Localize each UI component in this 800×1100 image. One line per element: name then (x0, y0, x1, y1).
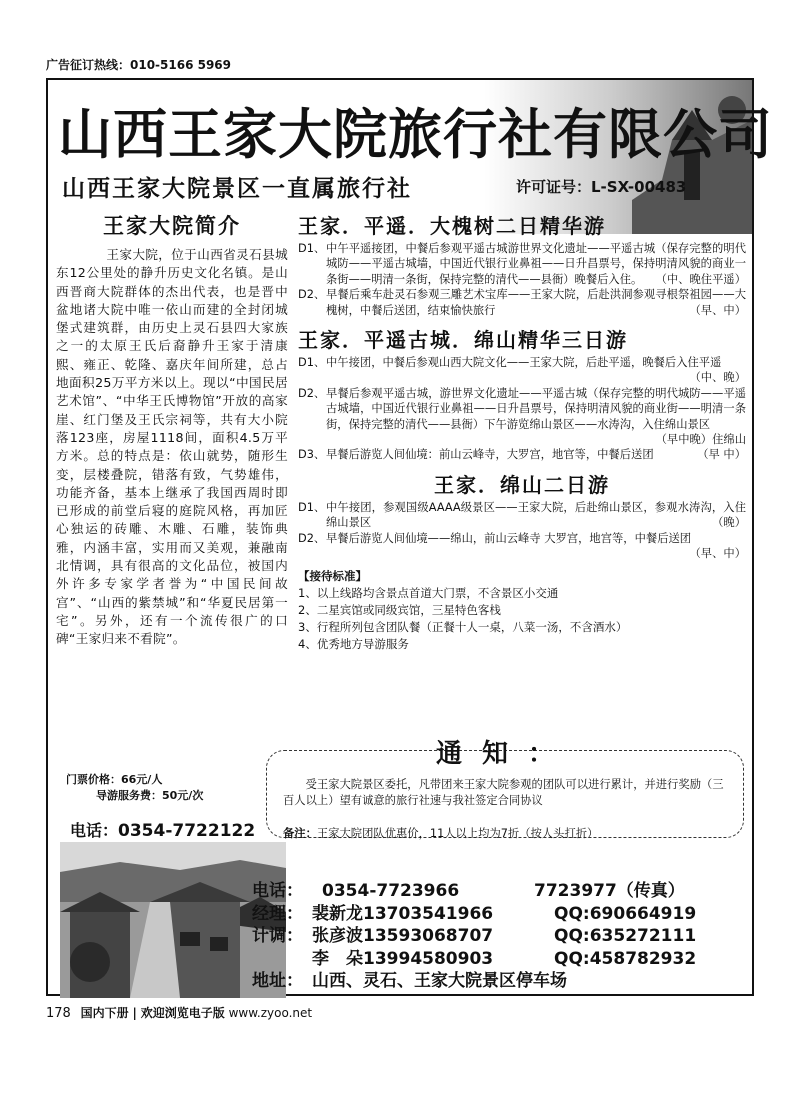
day-meals: （中、晚住平遥） (655, 272, 746, 286)
day-text: 早餐后参观平遥古城，游世界文化遗址——平遥古城（保存完整的明代城防——平遥古城墙，中国近代银行业鼻祖——日升昌票号，保持明清风貌的商业街——明清一条街，保持完整的清代——县衙）下午游览绵山景区——水涛沟，入住绵山景区 (326, 386, 746, 431)
tour-title: 王家．绵山二日游 (434, 472, 610, 497)
day-label: D2、 (298, 531, 326, 545)
day-text: 早餐后游览人间仙境：前山云峰寺，大罗宫，地官等，中餐后送团 (326, 448, 654, 462)
contact-row-manager (252, 903, 702, 926)
tour-title: 王家．平遥古城．绵山精华三日游 (298, 328, 628, 353)
tour-2 (298, 324, 746, 463)
footer-url[interactable]: www.zyoo.net (228, 1006, 313, 1020)
tour-day (298, 355, 746, 386)
page-number: 178 (46, 1006, 71, 1021)
standard-item: 2、二星宾馆或同级宾馆，三星特色客栈 (298, 602, 501, 617)
dispatch-label: 计调： (252, 926, 303, 946)
contact-row-phone (252, 880, 702, 903)
tour-3 (298, 469, 746, 562)
day-label: D2、 (298, 386, 326, 400)
guide-fee: 导游服务费：50元/次 (96, 789, 204, 802)
day-text: 早餐后游览人间仙境——绵山，前山云峰寺 大罗宫，地宫等，中餐后送团 (326, 531, 692, 545)
intro-phone (70, 818, 255, 841)
address-label: 地址： (252, 971, 303, 991)
day-meals: （中、晚） (689, 371, 746, 385)
footer-section: 国内下册 (80, 1006, 129, 1020)
tour-day (298, 500, 746, 531)
standard-item: 3、行程所列包含团队餐（正餐十人一桌，八菜一汤，不含酒水） (298, 619, 628, 634)
notice-note (283, 825, 598, 841)
phone-number: 0354-7723966 (322, 881, 460, 901)
tour-day (298, 386, 746, 448)
dispatch1-contact: 张彦波13593068707 (312, 926, 494, 946)
manager-contact: 裴新龙13703541966 (312, 903, 494, 924)
day-label: D1、 (298, 500, 326, 514)
phone-label: 电话： (252, 881, 303, 901)
tour-day (298, 531, 746, 562)
note-text: 王家大院团队优惠价，11人以上均为7折（按人头打折） (316, 827, 599, 840)
day-label: D1、 (298, 356, 326, 370)
dispatch2-contact: 李 朵13994580903 (312, 948, 494, 969)
footer-separator: | (132, 1006, 137, 1020)
page-footer (46, 1004, 312, 1021)
contacts-block (252, 880, 702, 993)
intro-heading: 王家大院简介 (103, 214, 241, 238)
intro-column (56, 210, 288, 649)
contact-row-address (252, 970, 702, 993)
day-meals: （早、中） (689, 547, 746, 561)
notice-title: 通知： (435, 739, 574, 769)
day-text: 中午接团，参观国级AAAA级景区——王家大院，后赴绵山景区，参观水涛沟，入住绵山景区 (326, 500, 746, 530)
ad-hotline: 广告征订热线：010-5166 5969 (46, 58, 232, 72)
footer-promo: 欢迎浏览电子版 (140, 1006, 225, 1020)
tour-1 (298, 210, 746, 318)
tour-day (298, 241, 746, 287)
manager-qq: QQ:690664919 (554, 903, 697, 924)
notice-body: 受王家大院景区委托，凡带团来王家大院参观的团队可以进行累计，并进行奖励（三百人以上）望有诚意的旅行社速与我社签定合同协议 (283, 778, 724, 807)
day-meals: （晚） (712, 516, 746, 530)
day-meals: （早、中） (689, 303, 746, 317)
day-meals: （早 中） (697, 448, 746, 462)
dispatch1-qq: QQ:635272111 (554, 926, 697, 946)
day-meals: （早中晚）住绵山 (655, 433, 746, 447)
contact-row-dispatch2 (252, 948, 702, 971)
standard-item: 4、优秀地方导游服务 (298, 636, 409, 651)
dispatch2-qq: QQ:458782932 (554, 948, 697, 969)
tour-day (298, 287, 746, 318)
price-box (66, 772, 203, 804)
company-title: 山西王家大院旅行社有限公司 (58, 103, 773, 166)
day-text: 早餐后乘车赴灵石参观三雕艺术宝库——王家大院，后赴洪洞参观寻根祭祖园——大槐树，中餐后送团，结束愉快旅行 (326, 288, 746, 317)
notice-box (266, 739, 744, 840)
tours-column (298, 210, 746, 653)
standards-heading: 【接待标准】 (298, 568, 367, 583)
manager-label: 经理： (252, 903, 303, 924)
ad-frame (46, 78, 773, 996)
day-label: D1、 (298, 242, 326, 255)
ticket-price: 门票价格：66元/人 (66, 773, 163, 786)
tour-day (298, 447, 746, 462)
tour-title: 王家．平遥．大槐树二日精华游 (298, 214, 606, 238)
license-number: 许可证号：L-SX-00483 (516, 178, 687, 196)
standard-item: 1、以上线路均含景点首道大门票，不含景区小交通 (298, 585, 559, 600)
note-label: 备注： (283, 827, 317, 840)
fax-number: 7723977（传真） (534, 881, 685, 901)
intro-phone-number: 0354-7722122 (118, 821, 256, 841)
company-subtitle: 山西王家大院景区一直属旅行社 (62, 176, 412, 202)
day-label: D3、 (298, 448, 326, 462)
day-label: D2、 (298, 288, 326, 302)
contact-row-dispatch1 (252, 925, 702, 948)
intro-phone-label: 电话： (70, 821, 119, 840)
day-text: 中午接团，中餐后参观山西大院文化——王家大院，后赴平遥，晚餐后入住平遥 (326, 356, 722, 370)
day-text: 中午平遥接团，中餐后参观平遥古城游世界文化遗址——平遥古城（保存完整的明代城防——平遥古城墙，中国近代银行业鼻祖——日升昌票号，保持明清风貌的商业一条街——明清一条街，保持完整的清代——县衙）晚餐后入住。 (326, 242, 746, 286)
reception-standards (298, 568, 746, 653)
intro-text: 王家大院，位于山西省灵石县城东12公里处的静升历史文化名镇。是山西晋商大院群体的杰出代表，也是晋中盆地诸大院中唯一依山而建的全封闭城堡式建筑群，由历史上灵石县四大家族之一的太原王氏后裔静升王家于清康熙、雍正、乾隆、嘉庆年间所建，总占地面积25万平方米以上。现以“中国民居艺术馆”、“中华王氏博物馆”开放的高家崖、红门堡及王氏宗祠等，共有大小院落123座，房屋1118间，面积4.5万平方米。总的特点是：依山就势，随形生变，层楼叠院，错落有致，气势雄伟，功能齐备，基本上继承了我国西周时即已形成的前堂后寝的庭院风格，再加匠心独运的砖雕、木雕、石雕，装饰典雅，内涵丰富，实用而又美观，兼融南北情调，具有很高的文化品位，被国内外许多专家学者誉为“中国民间故宫”、“山西的紫禁城”和“华夏民居第一宅”。另外，还有一个流传很广的口碑“王家归来不看院”。 (56, 247, 288, 647)
address-text: 山西、灵石、王家大院景区停车场 (312, 971, 567, 991)
